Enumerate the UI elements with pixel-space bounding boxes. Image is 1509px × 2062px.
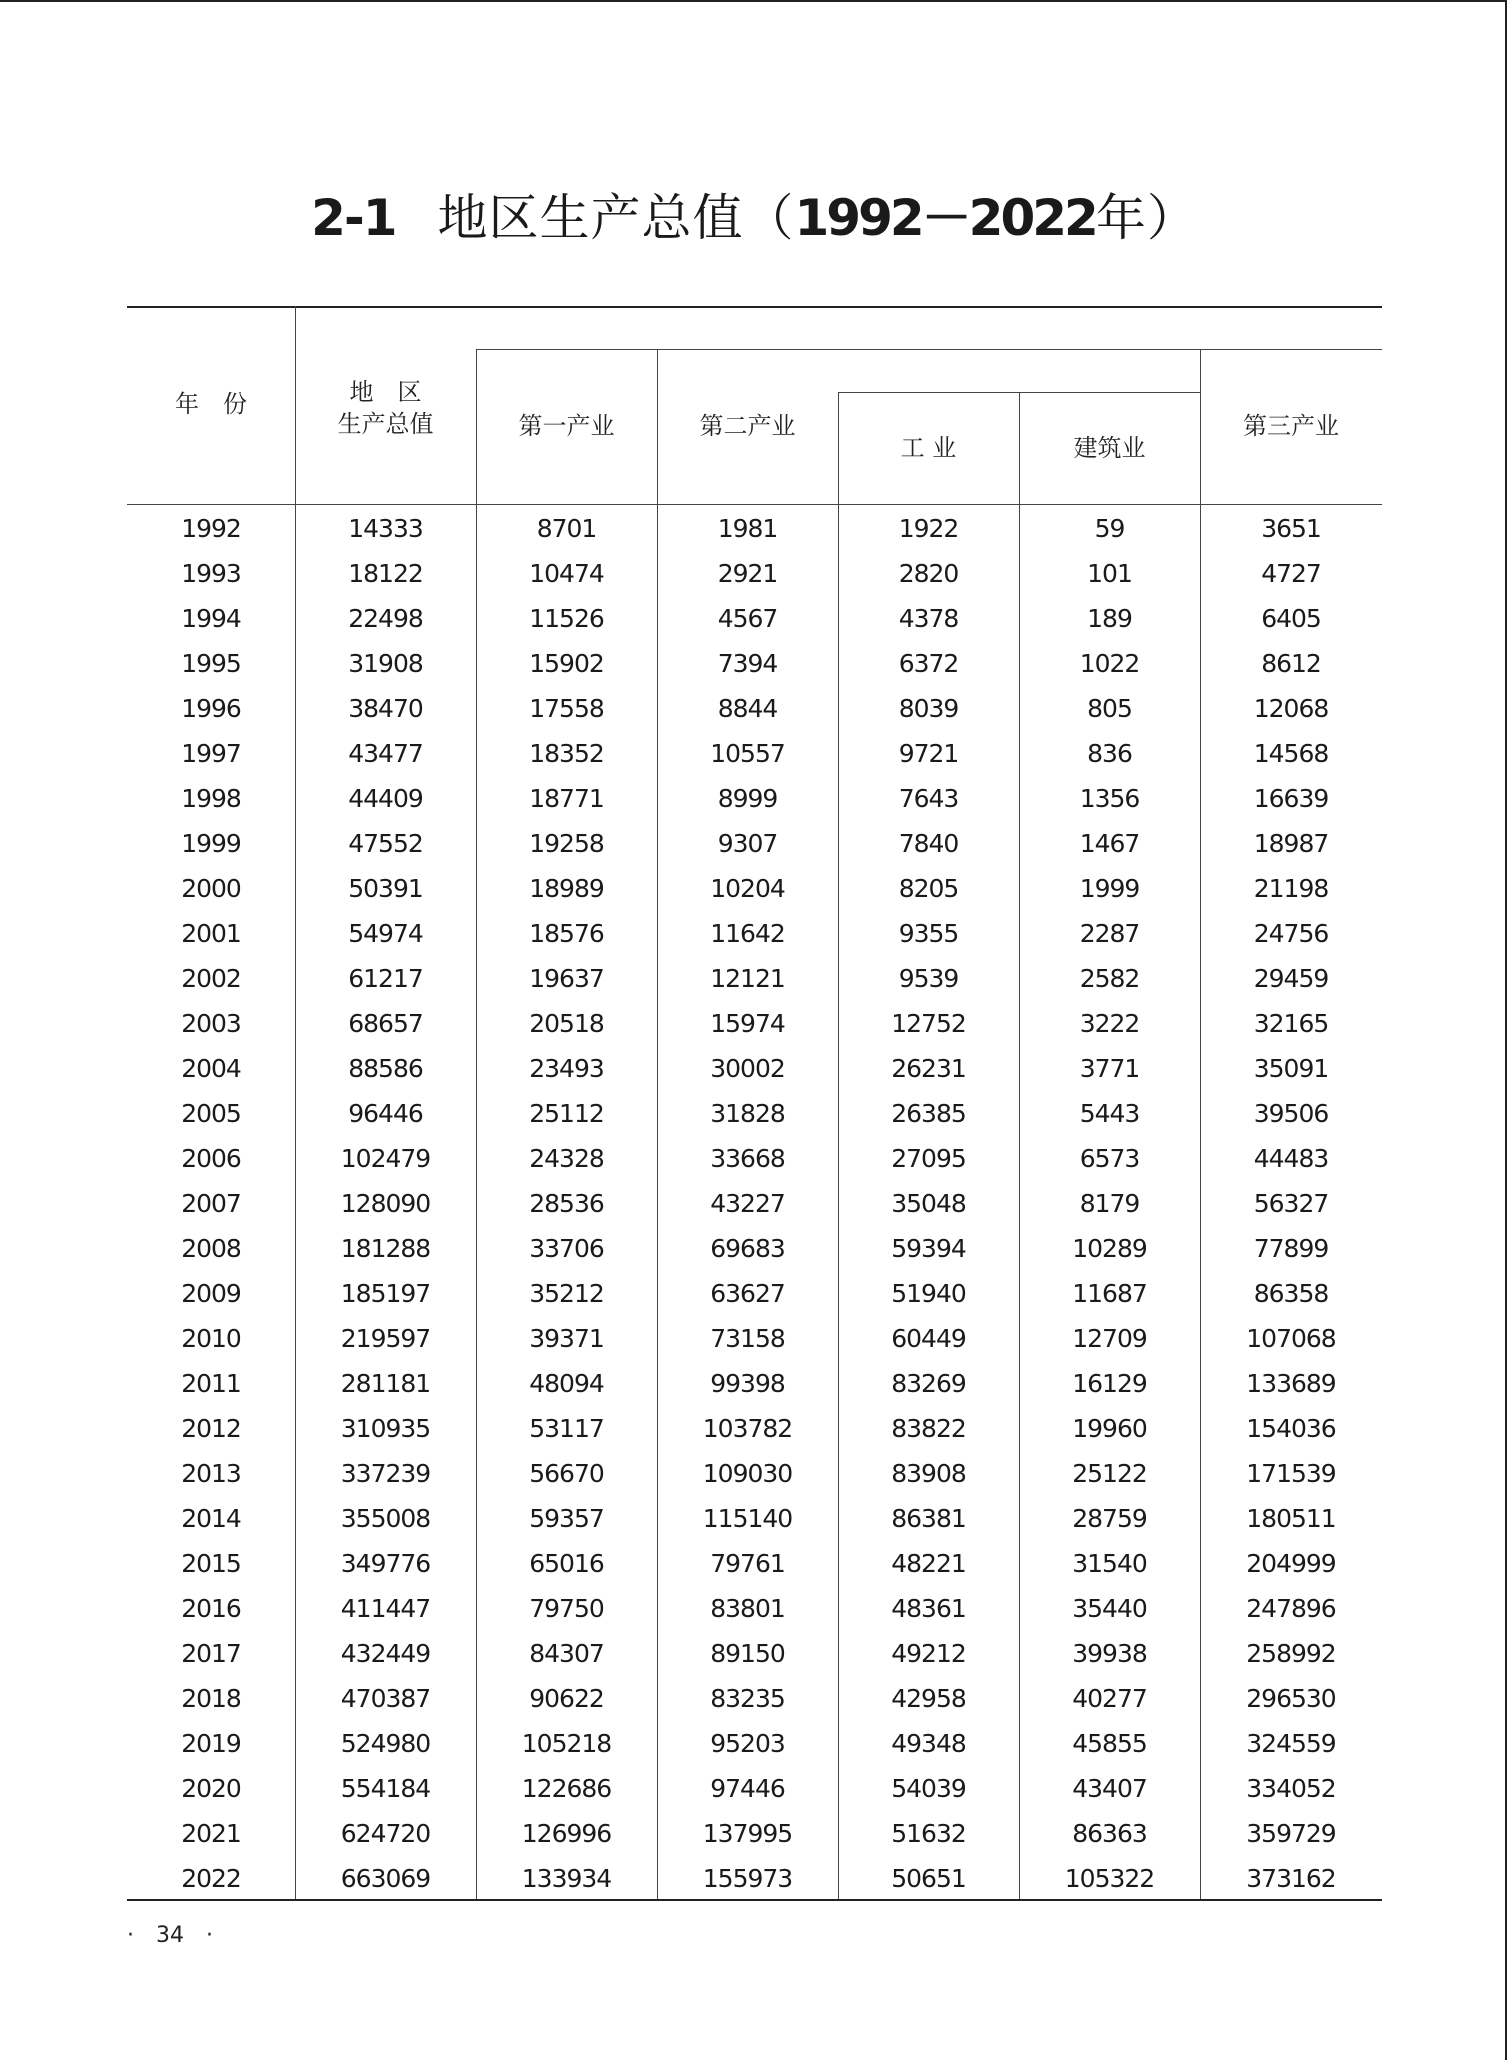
primary-cell: 53117 [529, 1414, 604, 1443]
secondary-cell: 33668 [710, 1144, 785, 1173]
tertiary-cell: 154036 [1246, 1414, 1336, 1443]
primary-cell: 19258 [529, 829, 604, 858]
primary-cell: 48094 [529, 1369, 604, 1398]
tertiary-cell: 21198 [1253, 874, 1329, 903]
secondary-cell: 115140 [702, 1504, 793, 1533]
year-cell: 2016 [181, 1594, 241, 1623]
gdp-cell: 68657 [348, 1009, 423, 1038]
tertiary-cell: 8612 [1261, 649, 1321, 678]
tertiary-cell: 334052 [1246, 1774, 1336, 1803]
year-cell: 2014 [181, 1504, 241, 1533]
primary-cell: 122686 [521, 1774, 612, 1803]
construction-cell: 31540 [1072, 1549, 1147, 1578]
secondary-cell: 10204 [710, 874, 785, 903]
primary-cell: 18576 [529, 919, 604, 948]
primary-cell: 65016 [529, 1549, 604, 1578]
tertiary-cell: 373162 [1246, 1864, 1336, 1893]
secondary-cell: 15974 [710, 1009, 785, 1038]
year-cell: 2006 [181, 1144, 241, 1173]
year-cell: 2000 [181, 874, 241, 903]
construction-cell: 836 [1087, 739, 1132, 768]
header-gdp-line1: 地 区 [349, 378, 422, 406]
secondary-cell: 103782 [702, 1414, 793, 1443]
table-row [127, 1001, 1382, 1046]
tertiary-cell: 3651 [1261, 514, 1321, 543]
construction-cell: 3771 [1079, 1054, 1140, 1083]
table-row [127, 821, 1382, 866]
construction-cell: 35440 [1072, 1594, 1147, 1623]
secondary-cell: 83235 [710, 1684, 785, 1713]
primary-cell: 8701 [536, 514, 597, 543]
table-row [127, 776, 1382, 821]
construction-cell: 805 [1087, 694, 1132, 723]
industry-cell: 26385 [891, 1099, 966, 1128]
secondary-cell: 155973 [702, 1864, 793, 1893]
table-number: 2-1 [311, 189, 396, 247]
primary-cell: 10474 [529, 559, 604, 588]
gdp-cell: 61217 [348, 964, 423, 993]
secondary-cell: 97446 [710, 1774, 785, 1803]
primary-cell: 18989 [529, 874, 604, 903]
gdp-cell: 50391 [348, 874, 423, 903]
industry-cell: 8039 [898, 694, 959, 723]
industry-cell: 35048 [891, 1189, 966, 1218]
secondary-cell: 12121 [710, 964, 785, 993]
header-bottom-rule [127, 504, 1382, 505]
table-row [127, 686, 1382, 731]
tertiary-cell: 258992 [1246, 1639, 1336, 1668]
year-cell: 1995 [181, 649, 241, 678]
table-row [127, 1046, 1382, 1091]
construction-cell: 105322 [1064, 1864, 1155, 1893]
table-row [127, 506, 1382, 551]
tertiary-cell: 359729 [1246, 1819, 1336, 1848]
header-gdp [295, 376, 476, 440]
tertiary-cell: 247896 [1246, 1594, 1336, 1623]
primary-cell: 33706 [529, 1234, 604, 1263]
table-row [127, 1316, 1382, 1361]
primary-cell: 28536 [529, 1189, 604, 1218]
secondary-cell: 8844 [717, 694, 778, 723]
table-row [127, 1181, 1382, 1226]
construction-cell: 1022 [1079, 649, 1140, 678]
construction-cell: 6573 [1079, 1144, 1140, 1173]
tertiary-cell: 77899 [1253, 1234, 1329, 1263]
year-cell: 2020 [181, 1774, 241, 1803]
gdp-cell: 310935 [340, 1414, 431, 1443]
gdp-cell: 554184 [340, 1774, 431, 1803]
tertiary-cell: 296530 [1246, 1684, 1336, 1713]
table-row [127, 956, 1382, 1001]
table-row [127, 596, 1382, 641]
table-row [127, 1091, 1382, 1136]
table-row [127, 1361, 1382, 1406]
gdp-cell: 44409 [348, 784, 423, 813]
gdp-cell: 281181 [340, 1369, 431, 1398]
industry-cell: 83269 [891, 1369, 966, 1398]
gdp-cell: 14333 [348, 514, 423, 543]
industry-cell: 50651 [891, 1864, 966, 1893]
industry-cell: 8205 [898, 874, 959, 903]
table-row [127, 1721, 1382, 1766]
secondary-cell: 11642 [710, 919, 785, 948]
construction-cell: 2582 [1079, 964, 1140, 993]
industry-cell: 60449 [891, 1324, 966, 1353]
industry-cell: 6372 [898, 649, 959, 678]
header-rule-level1 [476, 349, 1382, 350]
secondary-cell: 7394 [717, 649, 778, 678]
year-cell: 2004 [181, 1054, 241, 1083]
table-row [127, 1811, 1382, 1856]
gdp-cell: 470387 [340, 1684, 431, 1713]
construction-cell: 5443 [1079, 1099, 1140, 1128]
tertiary-cell: 107068 [1246, 1324, 1336, 1353]
year-cell: 1996 [181, 694, 241, 723]
construction-cell: 11687 [1072, 1279, 1147, 1308]
gdp-cell: 624720 [340, 1819, 431, 1848]
year-cell: 2015 [181, 1549, 241, 1578]
construction-cell: 1999 [1079, 874, 1140, 903]
industry-cell: 51632 [891, 1819, 966, 1848]
primary-cell: 25112 [529, 1099, 604, 1128]
table-row [127, 1496, 1382, 1541]
table-row [127, 551, 1382, 596]
table-row [127, 866, 1382, 911]
year-cell: 1998 [181, 784, 241, 813]
year-cell: 2009 [181, 1279, 241, 1308]
industry-cell: 7840 [898, 829, 959, 858]
gdp-cell: 355008 [340, 1504, 431, 1533]
year-cell: 1992 [181, 514, 241, 543]
table-row [127, 1586, 1382, 1631]
year-cell: 2001 [181, 919, 241, 948]
primary-cell: 23493 [529, 1054, 604, 1083]
tertiary-cell: 39506 [1253, 1099, 1329, 1128]
primary-cell: 79750 [529, 1594, 604, 1623]
secondary-cell: 99398 [710, 1369, 785, 1398]
year-cell: 2022 [181, 1864, 241, 1893]
title-open-paren: （ [743, 189, 795, 247]
tertiary-cell: 86358 [1253, 1279, 1329, 1308]
secondary-cell: 79761 [710, 1549, 785, 1578]
tertiary-cell: 29459 [1253, 964, 1329, 993]
secondary-cell: 30002 [710, 1054, 785, 1083]
year-cell: 2008 [181, 1234, 241, 1263]
primary-cell: 24328 [529, 1144, 604, 1173]
industry-cell: 2820 [898, 559, 959, 588]
secondary-cell: 2921 [717, 559, 778, 588]
table-row [127, 1856, 1382, 1901]
secondary-cell: 137995 [702, 1819, 793, 1848]
primary-cell: 19637 [529, 964, 604, 993]
table-row [127, 1766, 1382, 1811]
table-row [127, 1541, 1382, 1586]
table-row [127, 1631, 1382, 1676]
table-row [127, 1451, 1382, 1496]
secondary-cell: 10557 [710, 739, 785, 768]
primary-cell: 17558 [529, 694, 604, 723]
year-cell: 2012 [181, 1414, 241, 1443]
construction-cell: 25122 [1072, 1459, 1147, 1488]
tertiary-cell: 16639 [1253, 784, 1329, 813]
tertiary-cell: 56327 [1253, 1189, 1329, 1218]
secondary-cell: 109030 [702, 1459, 793, 1488]
primary-cell: 84307 [529, 1639, 604, 1668]
primary-cell: 105218 [521, 1729, 612, 1758]
gdp-cell: 181288 [340, 1234, 431, 1263]
primary-cell: 15902 [529, 649, 604, 678]
gdp-cell: 337239 [340, 1459, 431, 1488]
industry-cell: 4378 [898, 604, 959, 633]
industry-cell: 48221 [891, 1549, 966, 1578]
industry-cell: 51940 [891, 1279, 966, 1308]
header-year: 年 份 [175, 390, 247, 418]
primary-cell: 56670 [529, 1459, 604, 1488]
table-row [127, 911, 1382, 956]
construction-cell: 1467 [1079, 829, 1140, 858]
tertiary-cell: 6405 [1261, 604, 1321, 633]
construction-cell: 189 [1087, 604, 1132, 633]
secondary-cell: 89150 [710, 1639, 785, 1668]
construction-cell: 3222 [1079, 1009, 1140, 1038]
construction-cell: 12709 [1072, 1324, 1147, 1353]
secondary-cell: 8999 [717, 784, 778, 813]
industry-cell: 9721 [898, 739, 959, 768]
year-cell: 1993 [181, 559, 241, 588]
industry-cell: 48361 [891, 1594, 966, 1623]
gdp-cell: 219597 [340, 1324, 431, 1353]
tertiary-cell: 4727 [1261, 559, 1321, 588]
secondary-cell: 9307 [717, 829, 778, 858]
gdp-cell: 47552 [348, 829, 423, 858]
table-row [127, 1136, 1382, 1181]
industry-cell: 1922 [898, 514, 959, 543]
industry-cell: 26231 [891, 1054, 966, 1083]
primary-cell: 11526 [529, 604, 604, 633]
header-primary: 第一产业 [518, 412, 615, 440]
title-close-paren: ） [1146, 189, 1198, 247]
tertiary-cell: 35091 [1253, 1054, 1329, 1083]
industry-cell: 59394 [891, 1234, 966, 1263]
gdp-cell: 524980 [340, 1729, 431, 1758]
tertiary-cell: 180511 [1246, 1504, 1336, 1533]
industry-cell: 83908 [891, 1459, 966, 1488]
construction-cell: 40277 [1072, 1684, 1147, 1713]
header-gdp-line2: 生产总值 [337, 410, 434, 438]
title-year-char: 年 [1095, 189, 1147, 247]
gdp-cell: 43477 [348, 739, 423, 768]
construction-cell: 45855 [1072, 1729, 1147, 1758]
primary-cell: 133934 [521, 1864, 612, 1893]
industry-cell: 9539 [898, 964, 959, 993]
year-cell: 2021 [181, 1819, 241, 1848]
secondary-cell: 63627 [710, 1279, 785, 1308]
industry-cell: 54039 [891, 1774, 966, 1803]
construction-cell: 101 [1087, 559, 1132, 588]
gdp-cell: 96446 [348, 1099, 423, 1128]
header-industry: 工 业 [900, 434, 957, 462]
gdp-cell: 432449 [340, 1639, 431, 1668]
header-tertiary: 第三产业 [1243, 412, 1339, 440]
industry-cell: 27095 [891, 1144, 966, 1173]
industry-cell: 49212 [891, 1639, 966, 1668]
construction-cell: 2287 [1079, 919, 1140, 948]
gdp-cell: 411447 [340, 1594, 431, 1623]
gdp-cell: 349776 [340, 1549, 431, 1578]
year-cell: 2007 [181, 1189, 241, 1218]
industry-cell: 86381 [891, 1504, 966, 1533]
year-cell: 2003 [181, 1009, 241, 1038]
secondary-cell: 1981 [717, 514, 778, 543]
gdp-cell: 663069 [340, 1864, 431, 1893]
gdp-cell: 88586 [348, 1054, 423, 1083]
table-row [127, 641, 1382, 686]
year-cell: 2010 [181, 1324, 241, 1353]
secondary-cell: 43227 [710, 1189, 785, 1218]
industry-cell: 9355 [898, 919, 959, 948]
secondary-cell: 31828 [710, 1099, 785, 1128]
year-cell: 1994 [181, 604, 241, 633]
secondary-cell: 73158 [710, 1324, 785, 1353]
year-cell: 2019 [181, 1729, 241, 1758]
gdp-cell: 54974 [348, 919, 423, 948]
table-row [127, 1676, 1382, 1721]
gdp-cell: 18122 [348, 559, 423, 588]
primary-cell: 126996 [521, 1819, 612, 1848]
year-cell: 2017 [181, 1639, 241, 1668]
year-cell: 1997 [181, 739, 241, 768]
secondary-cell: 83801 [710, 1594, 785, 1623]
tertiary-cell: 204999 [1246, 1549, 1336, 1578]
year-cell: 2011 [181, 1369, 241, 1398]
header-secondary: 第二产业 [699, 412, 796, 440]
year-cell: 2005 [181, 1099, 241, 1128]
tertiary-cell: 32165 [1253, 1009, 1329, 1038]
tertiary-cell: 133689 [1246, 1369, 1336, 1398]
primary-cell: 39371 [529, 1324, 604, 1353]
gdp-cell: 185197 [340, 1279, 431, 1308]
construction-cell: 19960 [1072, 1414, 1147, 1443]
construction-cell: 86363 [1072, 1819, 1147, 1848]
construction-cell: 8179 [1079, 1189, 1140, 1218]
secondary-cell: 69683 [710, 1234, 785, 1263]
construction-cell: 39938 [1072, 1639, 1147, 1668]
table-top-rule [127, 306, 1382, 308]
secondary-cell: 95203 [710, 1729, 785, 1758]
tertiary-cell: 24756 [1253, 919, 1329, 948]
secondary-cell: 4567 [717, 604, 778, 633]
tertiary-cell: 44483 [1253, 1144, 1329, 1173]
table-row [127, 1226, 1382, 1271]
table-row [127, 1271, 1382, 1316]
primary-cell: 59357 [529, 1504, 604, 1533]
industry-cell: 42958 [891, 1684, 966, 1713]
gdp-cell: 38470 [348, 694, 423, 723]
tertiary-cell: 12068 [1253, 694, 1329, 723]
page-number: · 34 · [127, 1923, 213, 1948]
tertiary-cell: 14568 [1253, 739, 1329, 768]
table-title [0, 178, 1509, 250]
construction-cell: 28759 [1072, 1504, 1147, 1533]
tertiary-cell: 324559 [1246, 1729, 1336, 1758]
year-cell: 2002 [181, 964, 241, 993]
primary-cell: 18771 [529, 784, 604, 813]
year-cell: 2013 [181, 1459, 241, 1488]
gdp-cell: 128090 [340, 1189, 431, 1218]
year-cell: 1999 [181, 829, 241, 858]
primary-cell: 20518 [529, 1009, 604, 1038]
industry-cell: 83822 [891, 1414, 966, 1443]
title-years: 1992－2022 [794, 189, 1096, 247]
primary-cell: 90622 [529, 1684, 604, 1713]
construction-cell: 1356 [1079, 784, 1140, 813]
tertiary-cell: 18987 [1253, 829, 1329, 858]
construction-cell: 59 [1094, 514, 1125, 543]
construction-cell: 43407 [1072, 1774, 1147, 1803]
construction-cell: 10289 [1072, 1234, 1147, 1263]
gdp-cell: 22498 [348, 604, 423, 633]
table-row [127, 1406, 1382, 1451]
industry-cell: 7643 [898, 784, 959, 813]
gdp-cell: 102479 [340, 1144, 431, 1173]
primary-cell: 18352 [529, 739, 604, 768]
gdp-cell: 31908 [348, 649, 423, 678]
primary-cell: 35212 [529, 1279, 604, 1308]
industry-cell: 12752 [891, 1009, 966, 1038]
construction-cell: 16129 [1072, 1369, 1147, 1398]
header-construction: 建筑业 [1073, 434, 1146, 462]
industry-cell: 49348 [891, 1729, 966, 1758]
table-row [127, 731, 1382, 776]
year-cell: 2018 [181, 1684, 241, 1713]
tertiary-cell: 171539 [1246, 1459, 1336, 1488]
table-title-text: 地区生产总值 [437, 189, 744, 247]
